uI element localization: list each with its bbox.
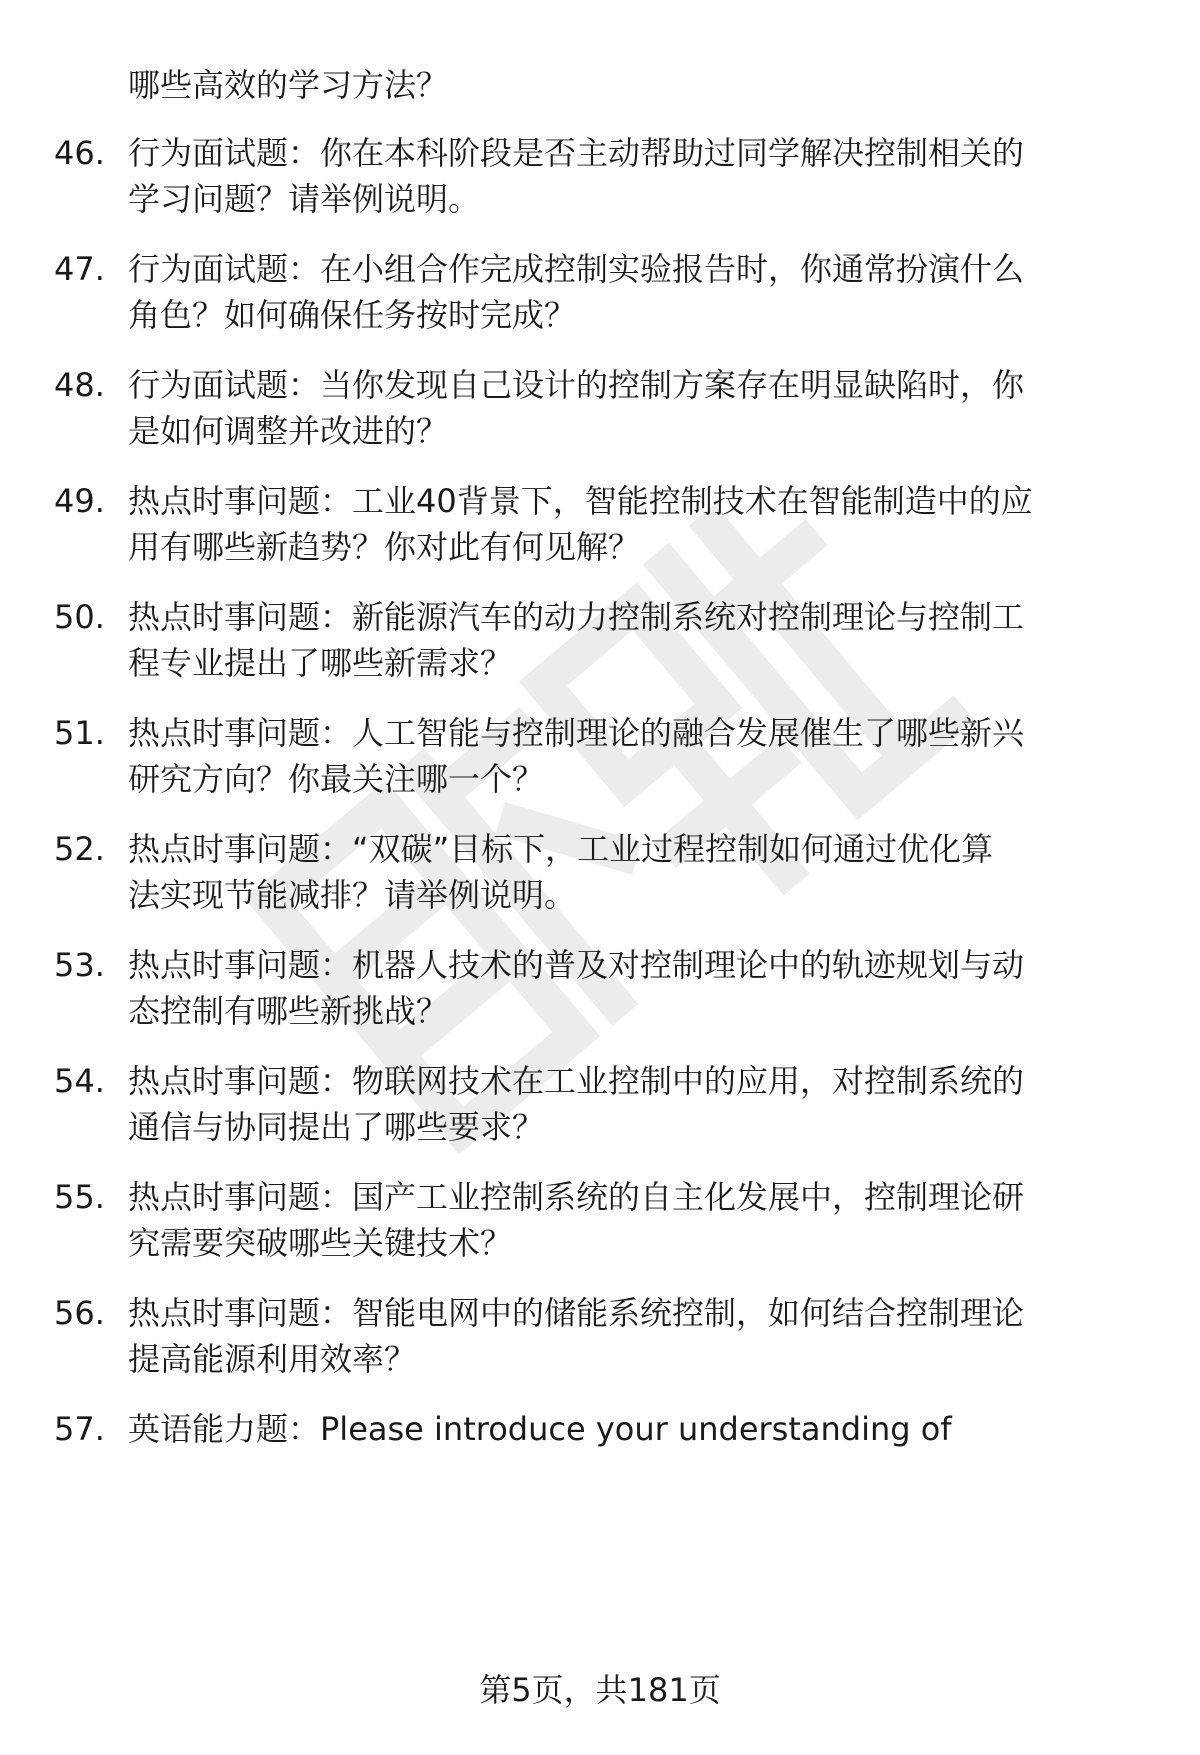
- item-text: [128, 1290, 1148, 1382]
- item-number: 49.: [54, 482, 105, 520]
- item-line: 英语能力题：Please introduce your understanding of: [128, 1410, 952, 1448]
- item-line: 用有哪些新趋势？你对此有何见解？: [128, 528, 641, 566]
- item-line: 行为面试题：你在本科阶段是否主动帮助过同学解决控制相关的: [128, 134, 1025, 172]
- item-text: [128, 362, 1148, 454]
- page-footer: 第5页，共181页: [479, 1671, 721, 1709]
- item-line: 行为面试题：当你发现自己设计的控制方案存在明显缺陷时，你: [128, 366, 1025, 404]
- item-text: [128, 478, 1148, 570]
- item-number: 47.: [54, 250, 105, 288]
- item-line: 热点时事问题：机器人技术的普及对控制理论中的轨迹规划与动: [128, 946, 1025, 984]
- item-text: [128, 594, 1148, 686]
- item-number: 48.: [54, 366, 105, 404]
- item-line: 热点时事问题：工业40背景下，智能控制技术在智能制造中的应: [128, 482, 1033, 520]
- item-number: 54.: [54, 1062, 105, 1100]
- item-text: [128, 710, 1148, 802]
- item-number: 51.: [54, 714, 105, 752]
- item-text: [128, 826, 1148, 918]
- item-number: 52.: [54, 830, 105, 868]
- item-line: 法实现节能减排？请举例说明。: [128, 876, 577, 914]
- item-line: 学习问题？请举例说明。: [128, 180, 481, 218]
- item-number: 46.: [54, 134, 105, 172]
- continuation-line: 哪些高效的学习方法？: [128, 66, 449, 104]
- item-number: 57.: [54, 1410, 105, 1448]
- item-text: [128, 942, 1148, 1034]
- item-line: 究需要突破哪些关键技术？: [128, 1224, 513, 1262]
- item-line: 提高能源利用效率？: [128, 1340, 417, 1378]
- item-text: [128, 1406, 1148, 1452]
- item-line: 程专业提出了哪些新需求？: [128, 644, 513, 682]
- item-line: 行为面试题：在小组合作完成控制实验报告时，你通常扮演什么: [128, 250, 1025, 288]
- item-number: 50.: [54, 598, 105, 636]
- item-text: [128, 1174, 1148, 1266]
- item-number: 53.: [54, 946, 105, 984]
- item-text: [128, 130, 1148, 222]
- item-line: 热点时事问题：“双碳”目标下，工业过程控制如何通过优化算: [128, 830, 994, 868]
- item-line: 角色？如何确保任务按时完成？: [128, 296, 577, 334]
- item-line: 通信与协同提出了哪些要求？: [128, 1108, 545, 1146]
- item-line: 热点时事问题：人工智能与控制理论的融合发展催生了哪些新兴: [128, 714, 1025, 752]
- item-number: 55.: [54, 1178, 105, 1216]
- item-line: 研究方向？你最关注哪一个？: [128, 760, 545, 798]
- item-line: 热点时事问题：智能电网中的储能系统控制，如何结合控制理论: [128, 1294, 1025, 1332]
- item-number: 56.: [54, 1294, 105, 1332]
- item-line: 热点时事问题：国产工业控制系统的自主化发展中，控制理论研: [128, 1178, 1025, 1216]
- item-line: 热点时事问题：物联网技术在工业控制中的应用，对控制系统的: [128, 1062, 1025, 1100]
- item-line: 态控制有哪些新挑战？: [128, 992, 449, 1030]
- item-line: 是如何调整并改进的？: [128, 412, 449, 450]
- item-text: [128, 1058, 1148, 1150]
- item-line: 热点时事问题：新能源汽车的动力控制系统对控制理论与控制工: [128, 598, 1025, 636]
- item-text: [128, 246, 1148, 338]
